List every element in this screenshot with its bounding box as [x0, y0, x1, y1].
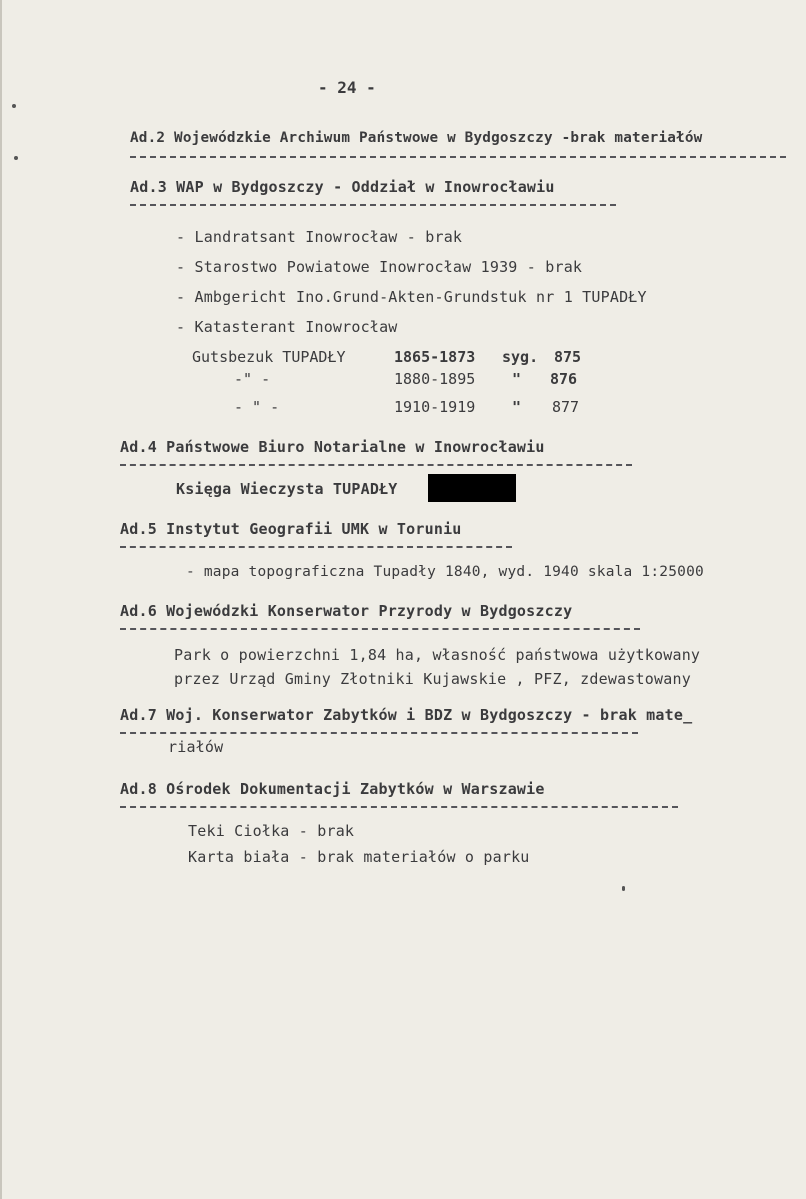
table-cell-name: - " - [234, 398, 280, 416]
section-ad6-heading: Ad.6 Wojewódzki Konserwator Przyrody w Bydgoszczy [120, 602, 573, 620]
redaction-box [428, 474, 516, 502]
margin-mark [12, 104, 16, 108]
table-cell-name: Gutsbezuk TUPADŁY [192, 348, 346, 366]
section-ad4-underline [120, 464, 632, 466]
ad3-item-3: - Ambgericht Ino.Grund-Akten-Grundstuk nr 1 TUPADŁY [176, 288, 647, 306]
table-cell-syg: " [512, 370, 522, 388]
section-ad5-heading: Ad.5 Instytut Geografii UMK w Toruniu [120, 520, 462, 538]
ad4-line: Księga Wieczysta TUPADŁY [176, 480, 398, 498]
section-ad8-underline [120, 806, 678, 808]
table-cell-years: 1880-1895 [394, 370, 476, 388]
section-ad4-heading: Ad.4 Państwowe Biuro Notarialne w Inowrocławiu [120, 438, 545, 456]
section-ad7-heading: Ad.7 Woj. Konserwator Zabytków i BDZ w Bydgoszczy - brak mate_ [120, 706, 693, 724]
ad3-item-4: - Katasterant Inowrocław [176, 318, 398, 336]
table-cell-num: 876 [550, 370, 578, 388]
table-cell-years: 1910-1919 [394, 398, 476, 416]
section-ad3-underline [130, 204, 616, 206]
ad5-line: - mapa topograficzna Tupadły 1840, wyd. 1940 skala 1:25000 [186, 564, 704, 580]
table-cell-years: 1865-1873 [394, 348, 476, 366]
ad6-line-1: Park o powierzchni 1,84 ha, własność państwowa użytkowany [174, 646, 701, 664]
section-ad6-underline [120, 628, 640, 630]
section-ad2-underline [130, 156, 786, 158]
ad7-continuation: riałów [168, 738, 224, 756]
section-ad2-heading: Ad.2 Wojewódzkie Archiwum Państwowe w Bydgoszczy -brak materiałów [130, 130, 703, 146]
section-ad5-underline [120, 546, 512, 548]
margin-mark [14, 156, 18, 160]
margin-mark [622, 886, 625, 891]
ad8-line-1: Teki Ciołka - brak [188, 822, 355, 840]
table-cell-name: -" - [234, 370, 271, 388]
table-cell-syg: " [512, 398, 522, 416]
page-number: - 24 - [318, 78, 376, 97]
section-ad8-heading: Ad.8 Ośrodek Dokumentacji Zabytków w Warszawie [120, 780, 545, 798]
section-ad7-underline [120, 732, 638, 734]
table-cell-num: 875 [554, 348, 582, 366]
ad3-item-2: - Starostwo Powiatowe Inowrocław 1939 - brak [176, 258, 583, 276]
table-cell-syg: syg. [502, 348, 539, 366]
ad6-line-2: przez Urząd Gminy Złotniki Kujawskie , PFZ, zdewastowany [174, 670, 691, 688]
ad8-line-2: Karta biała - brak materiałów o parku [188, 848, 530, 866]
table-cell-num: 877 [552, 398, 580, 416]
section-ad3-heading: Ad.3 WAP w Bydgoszczy - Oddział w Inowrocławiu [130, 178, 555, 196]
ad3-item-1: - Landratsant Inowrocław - brak [176, 228, 463, 246]
